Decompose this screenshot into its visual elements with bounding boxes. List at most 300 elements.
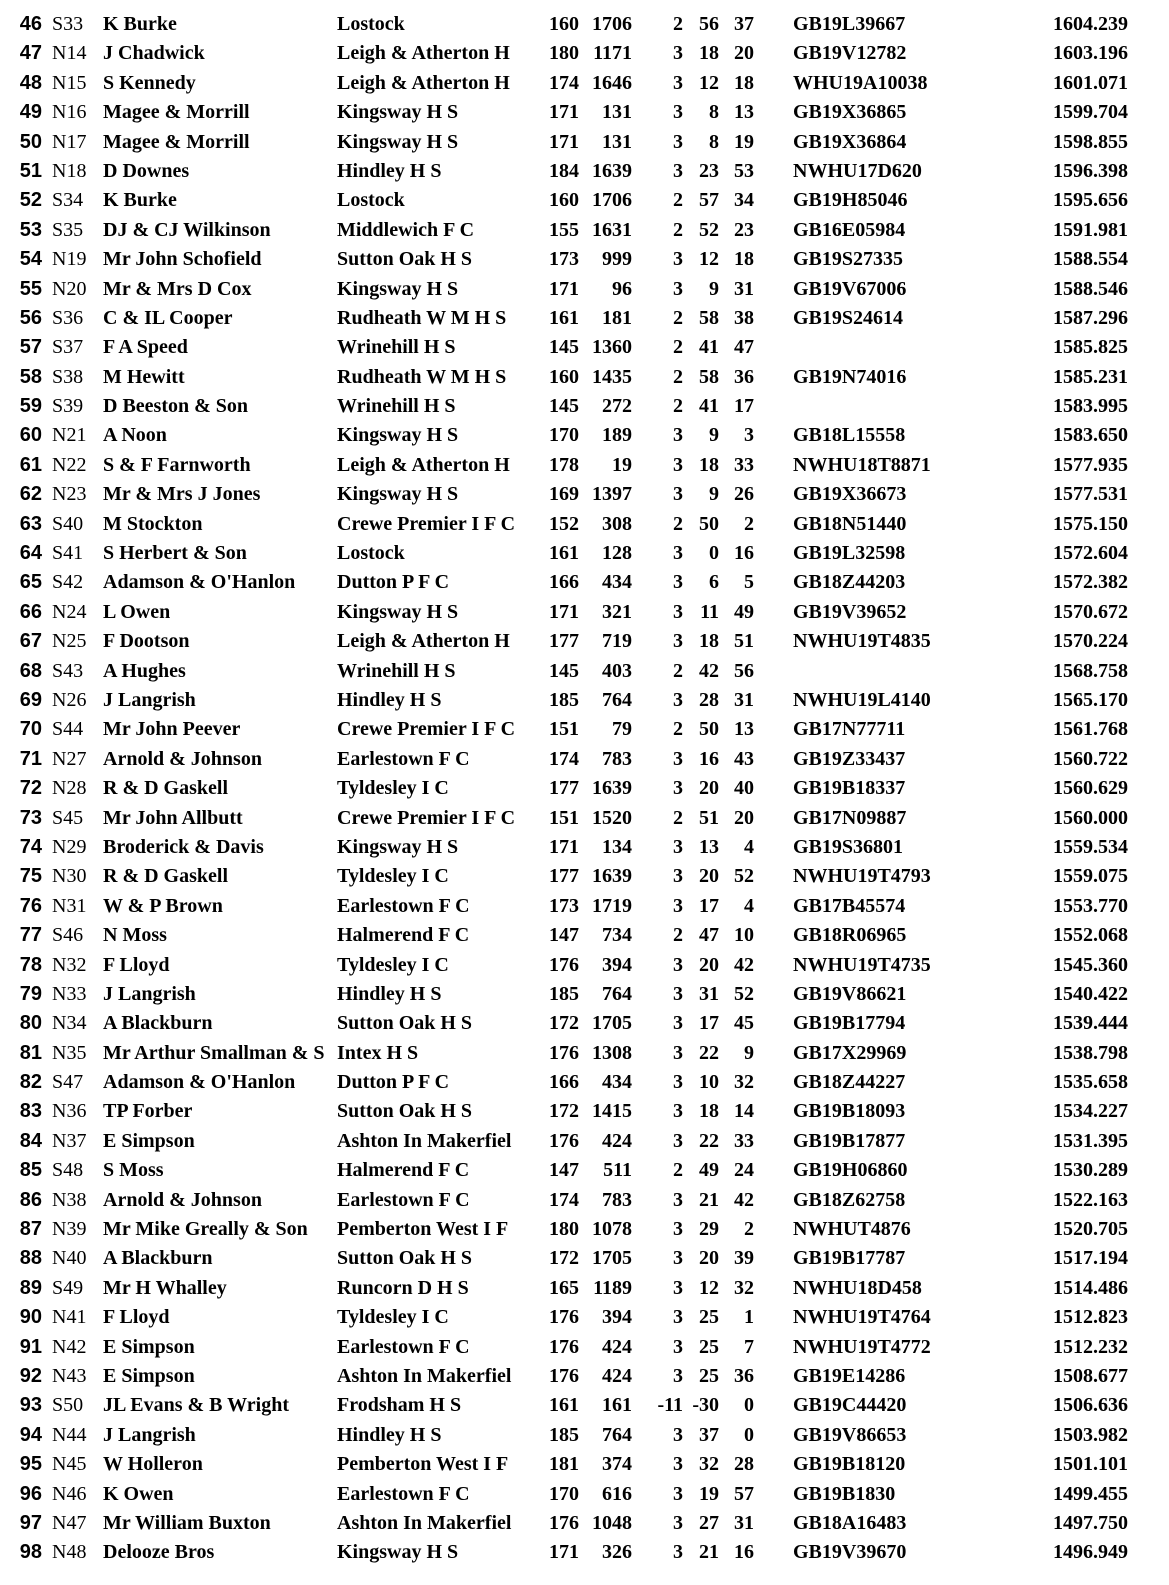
distance-yards-cell: 511: [603, 1159, 632, 1182]
section-code-cell: N16: [52, 101, 87, 124]
distance-miles-cell: 185: [549, 688, 579, 711]
position-cell: 89: [19, 1276, 42, 1299]
distance-miles-cell: 180: [549, 1218, 579, 1241]
table-row: [0, 304, 1169, 333]
fancier-name-cell: TP Forber: [103, 1100, 193, 1123]
distance-miles-cell: 151: [549, 718, 579, 741]
table-row: [0, 128, 1169, 157]
ring-number-cell: NWHU19L4140: [793, 688, 931, 711]
section-code-cell: N21: [52, 424, 87, 447]
table-row: [0, 1244, 1169, 1273]
velocity-cell: 1583.995: [1053, 395, 1128, 418]
flying-time-hours-cell: 3: [673, 130, 683, 153]
flying-time-minutes-cell: 12: [699, 248, 719, 271]
club-name-cell: Kingsway H S: [337, 277, 459, 300]
ring-number-cell: GB19V39652: [793, 600, 907, 623]
flying-time-seconds-cell: 13: [734, 101, 754, 124]
distance-yards-cell: 424: [602, 1335, 632, 1358]
flying-time-seconds-cell: 52: [734, 982, 754, 1005]
velocity-cell: 1588.546: [1053, 277, 1128, 300]
ring-number-cell: GB17X29969: [793, 1041, 907, 1064]
section-code-cell: N19: [52, 248, 87, 271]
fancier-name-cell: F A Speed: [103, 336, 188, 359]
flying-time-minutes-cell: 18: [699, 630, 719, 653]
flying-time-seconds-cell: 4: [744, 835, 754, 858]
flying-time-seconds-cell: 18: [734, 71, 754, 94]
distance-miles-cell: 176: [549, 1335, 579, 1358]
flying-time-hours-cell: 2: [673, 806, 683, 829]
club-name-cell: Kingsway H S: [337, 101, 459, 124]
distance-yards-cell: 1171: [593, 42, 632, 65]
position-cell: 49: [19, 101, 42, 124]
velocity-cell: 1603.196: [1053, 42, 1128, 65]
table-row: [0, 98, 1169, 127]
position-cell: 91: [19, 1335, 42, 1358]
position-cell: 97: [19, 1511, 42, 1534]
fancier-name-cell: D Beeston & Son: [103, 395, 249, 418]
flying-time-seconds-cell: 4: [744, 894, 754, 917]
fancier-name-cell: F Lloyd: [103, 953, 170, 976]
distance-yards-cell: 616: [602, 1482, 632, 1505]
flying-time-seconds-cell: 0: [744, 1423, 754, 1446]
flying-time-seconds-cell: 45: [734, 1012, 754, 1035]
flying-time-seconds-cell: 16: [734, 1541, 754, 1564]
distance-yards-cell: 719: [602, 630, 632, 653]
section-code-cell: S41: [52, 542, 84, 565]
table-row: [0, 715, 1169, 744]
position-cell: 53: [19, 218, 42, 241]
fancier-name-cell: J Langrish: [103, 688, 196, 711]
club-name-cell: Earlestown F C: [337, 894, 470, 917]
position-cell: 83: [19, 1100, 42, 1123]
flying-time-hours-cell: 3: [673, 1335, 683, 1358]
ring-number-cell: GB19V86621: [793, 982, 907, 1005]
distance-miles-cell: 172: [549, 1100, 579, 1123]
flying-time-minutes-cell: 8: [709, 130, 719, 153]
section-code-cell: S49: [52, 1276, 84, 1299]
distance-yards-cell: 181: [602, 306, 632, 329]
flying-time-hours-cell: 2: [673, 13, 683, 35]
club-name-cell: Rudheath W M H S: [337, 306, 507, 329]
flying-time-seconds-cell: 28: [734, 1453, 754, 1476]
flying-time-minutes-cell: 25: [699, 1364, 719, 1387]
ring-number-cell: GB19L39667: [793, 13, 906, 35]
club-name-cell: Sutton Oak H S: [337, 248, 473, 271]
flying-time-hours-cell: 3: [673, 1247, 683, 1270]
flying-time-seconds-cell: 24: [734, 1159, 754, 1182]
flying-time-hours-cell: 3: [673, 894, 683, 917]
table-row: [0, 275, 1169, 304]
distance-miles-cell: 174: [549, 747, 579, 770]
distance-miles-cell: 176: [549, 1041, 579, 1064]
club-name-cell: Runcorn D H S: [337, 1276, 469, 1299]
velocity-cell: 1496.949: [1053, 1541, 1128, 1564]
distance-miles-cell: 176: [549, 1306, 579, 1329]
club-name-cell: Leigh & Atherton H: [337, 42, 510, 65]
velocity-cell: 1499.455: [1053, 1482, 1128, 1505]
position-cell: 52: [19, 189, 42, 212]
distance-yards-cell: 308: [602, 512, 632, 535]
distance-yards-cell: 764: [602, 688, 632, 711]
distance-yards-cell: 134: [602, 835, 632, 858]
velocity-cell: 1517.194: [1053, 1247, 1128, 1270]
position-cell: 78: [19, 953, 42, 976]
velocity-cell: 1506.636: [1053, 1394, 1128, 1417]
table-row: [0, 774, 1169, 803]
flying-time-seconds-cell: 32: [734, 1071, 754, 1094]
ring-number-cell: GB19S36801: [793, 835, 904, 858]
velocity-cell: 1577.531: [1053, 483, 1128, 506]
flying-time-hours-cell: 3: [673, 777, 683, 800]
fancier-name-cell: M Hewitt: [103, 365, 185, 388]
ring-number-cell: GB19B17877: [793, 1129, 906, 1152]
position-cell: 54: [19, 248, 42, 271]
flying-time-seconds-cell: 16: [734, 542, 754, 565]
flying-time-hours-cell: 2: [673, 924, 683, 947]
flying-time-hours-cell: 3: [673, 42, 683, 65]
distance-yards-cell: 131: [602, 130, 632, 153]
distance-miles-cell: 172: [549, 1012, 579, 1035]
flying-time-hours-cell: -11: [657, 1394, 683, 1417]
distance-miles-cell: 165: [549, 1276, 579, 1299]
position-cell: 79: [19, 982, 42, 1005]
distance-yards-cell: 424: [602, 1129, 632, 1152]
flying-time-minutes-cell: 9: [709, 483, 719, 506]
flying-time-hours-cell: 2: [673, 659, 683, 682]
flying-time-seconds-cell: 1: [744, 1306, 754, 1329]
ring-number-cell: NWHU17D620: [793, 159, 922, 182]
club-name-cell: Kingsway H S: [337, 483, 459, 506]
ring-number-cell: NWHU19T4764: [793, 1306, 931, 1329]
velocity-cell: 1514.486: [1053, 1276, 1128, 1299]
club-name-cell: Wrinehill H S: [337, 395, 456, 418]
position-cell: 50: [19, 130, 42, 153]
flying-time-seconds-cell: 38: [734, 306, 754, 329]
distance-miles-cell: 171: [549, 835, 579, 858]
distance-yards-cell: 374: [602, 1453, 632, 1476]
distance-miles-cell: 176: [549, 953, 579, 976]
distance-miles-cell: 177: [549, 777, 579, 800]
flying-time-seconds-cell: 18: [734, 248, 754, 271]
table-row: [0, 10, 1169, 39]
table-row: [0, 1009, 1169, 1038]
position-cell: 65: [19, 571, 42, 594]
section-code-cell: N34: [52, 1012, 87, 1035]
flying-time-minutes-cell: 32: [699, 1453, 719, 1476]
distance-yards-cell: 1639: [592, 865, 632, 888]
flying-time-seconds-cell: 13: [734, 718, 754, 741]
flying-time-minutes-cell: 6: [709, 571, 719, 594]
flying-time-hours-cell: 3: [673, 1218, 683, 1241]
velocity-cell: 1560.000: [1053, 806, 1128, 829]
position-cell: 86: [19, 1188, 42, 1211]
distance-miles-cell: 161: [549, 1394, 579, 1417]
club-name-cell: Earlestown F C: [337, 1335, 470, 1358]
flying-time-seconds-cell: 26: [734, 483, 754, 506]
velocity-cell: 1535.658: [1053, 1071, 1128, 1094]
results-table: [0, 10, 1169, 1568]
distance-miles-cell: 151: [549, 806, 579, 829]
section-code-cell: S44: [52, 718, 84, 741]
velocity-cell: 1552.068: [1053, 924, 1128, 947]
fancier-name-cell: F Dootson: [103, 630, 190, 653]
position-cell: 88: [19, 1247, 42, 1270]
ring-number-cell: GB19N74016: [793, 365, 907, 388]
ring-number-cell: GB18Z44203: [793, 571, 906, 594]
table-row: [0, 392, 1169, 421]
club-name-cell: Pemberton West I F: [337, 1218, 509, 1241]
flying-time-minutes-cell: 51: [699, 806, 719, 829]
position-cell: 90: [19, 1306, 42, 1329]
section-code-cell: N48: [52, 1541, 87, 1564]
ring-number-cell: NWHU18D458: [793, 1276, 922, 1299]
distance-miles-cell: 172: [549, 1247, 579, 1270]
distance-yards-cell: 999: [602, 248, 632, 271]
distance-yards-cell: 764: [602, 1423, 632, 1446]
fancier-name-cell: Mr William Buxton: [103, 1511, 271, 1534]
position-cell: 71: [19, 747, 42, 770]
flying-time-seconds-cell: 33: [734, 453, 754, 476]
flying-time-minutes-cell: 20: [699, 953, 719, 976]
club-name-cell: Leigh & Atherton H: [337, 630, 510, 653]
flying-time-minutes-cell: 20: [699, 1247, 719, 1270]
distance-yards-cell: 403: [602, 659, 632, 682]
flying-time-hours-cell: 3: [673, 571, 683, 594]
table-row: [0, 980, 1169, 1009]
flying-time-seconds-cell: 56: [734, 659, 754, 682]
velocity-cell: 1520.705: [1053, 1218, 1128, 1241]
flying-time-seconds-cell: 2: [744, 512, 754, 535]
table-row: [0, 1480, 1169, 1509]
ring-number-cell: WHU19A10038: [793, 71, 928, 94]
section-code-cell: N43: [52, 1364, 87, 1387]
flying-time-hours-cell: 3: [673, 688, 683, 711]
table-row: [0, 804, 1169, 833]
distance-yards-cell: 734: [602, 924, 632, 947]
section-code-cell: N41: [52, 1306, 87, 1329]
table-row: [0, 1186, 1169, 1215]
ring-number-cell: GB19B18337: [793, 777, 906, 800]
velocity-cell: 1599.704: [1053, 101, 1128, 124]
club-name-cell: Earlestown F C: [337, 747, 470, 770]
club-name-cell: Ashton In Makerfiel: [337, 1511, 512, 1534]
flying-time-minutes-cell: 19: [699, 1482, 719, 1505]
distance-yards-cell: 1639: [592, 777, 632, 800]
position-cell: 63: [19, 512, 42, 535]
position-cell: 77: [19, 924, 42, 947]
distance-yards-cell: 1360: [592, 336, 632, 359]
fancier-name-cell: S Kennedy: [103, 71, 196, 94]
club-name-cell: Dutton P F C: [337, 1071, 450, 1094]
position-cell: 55: [19, 277, 42, 300]
distance-yards-cell: 434: [602, 571, 632, 594]
fancier-name-cell: Mr Mike Greally & Son: [103, 1218, 308, 1241]
section-code-cell: N30: [52, 865, 87, 888]
flying-time-hours-cell: 3: [673, 248, 683, 271]
velocity-cell: 1560.722: [1053, 747, 1128, 770]
ring-number-cell: GB16E05984: [793, 218, 906, 241]
fancier-name-cell: E Simpson: [103, 1335, 195, 1358]
table-row: [0, 333, 1169, 362]
flying-time-hours-cell: 3: [673, 1423, 683, 1446]
position-cell: 64: [19, 542, 42, 565]
section-code-cell: N26: [52, 688, 87, 711]
flying-time-hours-cell: 3: [673, 101, 683, 124]
ring-number-cell: GB19V86653: [793, 1423, 907, 1446]
distance-miles-cell: 166: [549, 1071, 579, 1094]
position-cell: 66: [19, 600, 42, 623]
ring-number-cell: GB18N51440: [793, 512, 907, 535]
position-cell: 62: [19, 483, 42, 506]
table-row: [0, 1156, 1169, 1185]
flying-time-minutes-cell: 27: [699, 1511, 719, 1534]
table-row: [0, 39, 1169, 68]
club-name-cell: Tyldesley I C: [337, 953, 449, 976]
section-code-cell: N46: [52, 1482, 87, 1505]
ring-number-cell: GB17N77711: [793, 718, 906, 741]
distance-yards-cell: 131: [602, 101, 632, 124]
position-cell: 93: [19, 1394, 42, 1417]
distance-miles-cell: 169: [549, 483, 579, 506]
table-row: [0, 1450, 1169, 1479]
section-code-cell: S43: [52, 659, 84, 682]
velocity-cell: 1553.770: [1053, 894, 1128, 917]
position-cell: 47: [19, 42, 42, 65]
section-code-cell: N40: [52, 1247, 87, 1270]
position-cell: 76: [19, 894, 42, 917]
table-row: [0, 1127, 1169, 1156]
flying-time-hours-cell: 2: [673, 218, 683, 241]
velocity-cell: 1598.855: [1053, 130, 1128, 153]
section-code-cell: S48: [52, 1159, 84, 1182]
table-row: [0, 186, 1169, 215]
flying-time-seconds-cell: 31: [734, 1511, 754, 1534]
flying-time-seconds-cell: 34: [734, 189, 754, 212]
fancier-name-cell: Broderick & Davis: [103, 835, 264, 858]
fancier-name-cell: N Moss: [103, 924, 167, 947]
distance-miles-cell: 173: [549, 248, 579, 271]
section-code-cell: N28: [52, 777, 87, 800]
distance-yards-cell: 1706: [592, 189, 632, 212]
flying-time-hours-cell: 3: [673, 71, 683, 94]
club-name-cell: Kingsway H S: [337, 600, 459, 623]
table-row: [0, 951, 1169, 980]
velocity-cell: 1560.629: [1053, 777, 1128, 800]
section-code-cell: N47: [52, 1511, 87, 1534]
velocity-cell: 1585.825: [1053, 336, 1128, 359]
fancier-name-cell: Arnold & Johnson: [103, 1188, 262, 1211]
distance-miles-cell: 177: [549, 630, 579, 653]
flying-time-minutes-cell: 58: [699, 365, 719, 388]
flying-time-hours-cell: 3: [673, 1276, 683, 1299]
ring-number-cell: GB19L32598: [793, 542, 906, 565]
distance-yards-cell: 783: [602, 1188, 632, 1211]
flying-time-minutes-cell: 47: [699, 924, 719, 947]
flying-time-hours-cell: 3: [673, 424, 683, 447]
table-row: [0, 657, 1169, 686]
ring-number-cell: GB18A16483: [793, 1511, 907, 1534]
flying-time-minutes-cell: 52: [699, 218, 719, 241]
distance-miles-cell: 171: [549, 130, 579, 153]
flying-time-seconds-cell: 57: [734, 1482, 754, 1505]
club-name-cell: Sutton Oak H S: [337, 1012, 473, 1035]
flying-time-hours-cell: 3: [673, 1041, 683, 1064]
fancier-name-cell: E Simpson: [103, 1129, 195, 1152]
position-cell: 61: [19, 453, 42, 476]
ring-number-cell: NWHU18T8871: [793, 453, 931, 476]
flying-time-minutes-cell: 29: [699, 1218, 719, 1241]
fancier-name-cell: R & D Gaskell: [103, 777, 228, 800]
table-row: [0, 1068, 1169, 1097]
distance-yards-cell: 1706: [592, 13, 632, 35]
fancier-name-cell: Magee & Morrill: [103, 130, 250, 153]
position-cell: 85: [19, 1159, 42, 1182]
velocity-cell: 1503.982: [1053, 1423, 1128, 1446]
club-name-cell: Leigh & Atherton H: [337, 71, 510, 94]
flying-time-minutes-cell: 17: [699, 894, 719, 917]
section-code-cell: N23: [52, 483, 87, 506]
club-name-cell: Halmerend F C: [337, 1159, 470, 1182]
fancier-name-cell: S Herbert & Son: [103, 542, 247, 565]
flying-time-seconds-cell: 43: [734, 747, 754, 770]
flying-time-hours-cell: 3: [673, 542, 683, 565]
flying-time-minutes-cell: 50: [699, 512, 719, 535]
flying-time-seconds-cell: 36: [734, 365, 754, 388]
ring-number-cell: GB19X36864: [793, 130, 907, 153]
flying-time-hours-cell: 3: [673, 1129, 683, 1152]
flying-time-seconds-cell: 53: [734, 159, 754, 182]
position-cell: 58: [19, 365, 42, 388]
distance-miles-cell: 174: [549, 71, 579, 94]
distance-yards-cell: 1078: [592, 1218, 632, 1241]
flying-time-seconds-cell: 32: [734, 1276, 754, 1299]
flying-time-hours-cell: 2: [673, 512, 683, 535]
flying-time-hours-cell: 3: [673, 835, 683, 858]
fancier-name-cell: J Chadwick: [103, 42, 205, 65]
table-row: [0, 1391, 1169, 1420]
ring-number-cell: GB19H06860: [793, 1159, 908, 1182]
club-name-cell: Kingsway H S: [337, 130, 459, 153]
position-cell: 56: [19, 306, 42, 329]
ring-number-cell: GB19S27335: [793, 248, 904, 271]
distance-yards-cell: 1520: [592, 806, 632, 829]
velocity-cell: 1588.554: [1053, 248, 1128, 271]
fancier-name-cell: DJ & CJ Wilkinson: [103, 218, 271, 241]
table-row: [0, 568, 1169, 597]
flying-time-seconds-cell: 31: [734, 688, 754, 711]
distance-miles-cell: 176: [549, 1364, 579, 1387]
flying-time-seconds-cell: 5: [744, 571, 754, 594]
flying-time-hours-cell: 3: [673, 1364, 683, 1387]
section-code-cell: N32: [52, 953, 87, 976]
table-row: [0, 1509, 1169, 1538]
distance-yards-cell: 19: [612, 453, 632, 476]
section-code-cell: S42: [52, 571, 84, 594]
section-code-cell: S46: [52, 924, 84, 947]
position-cell: 81: [19, 1041, 42, 1064]
club-name-cell: Wrinehill H S: [337, 659, 456, 682]
fancier-name-cell: Magee & Morrill: [103, 101, 250, 124]
distance-miles-cell: 161: [549, 542, 579, 565]
velocity-cell: 1570.672: [1053, 600, 1128, 623]
flying-time-minutes-cell: 57: [699, 189, 719, 212]
section-code-cell: S50: [52, 1394, 84, 1417]
table-row: [0, 480, 1169, 509]
distance-miles-cell: 171: [549, 600, 579, 623]
distance-miles-cell: 173: [549, 894, 579, 917]
flying-time-minutes-cell: 9: [709, 277, 719, 300]
flying-time-minutes-cell: 37: [699, 1423, 719, 1446]
